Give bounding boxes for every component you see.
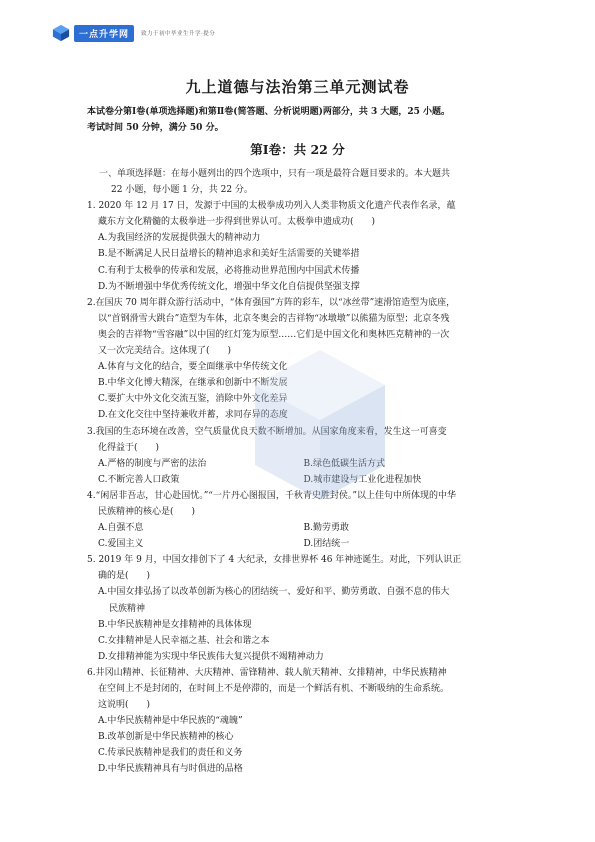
option: A.自强不息 [98,523,144,534]
option: C.爱国主义 [98,539,144,550]
section-instruction: 一、单项选择题：在每小题列出的四个选项中，只有一项是最符合题目要求的。本大题共 22 小题，每小题 1 分，共 22 分。 [99,169,451,196]
option-row [98,520,509,536]
question-list [87,166,509,778]
option: D.中华民族精神具有与时俱进的品格 [98,764,243,775]
option: A.中华民族精神是中华民族的“魂魄” [98,716,243,727]
question-stem: 3.我国的生态环境在改善，空气质量优良天数不断增加。从国家角度来看，发生这一可喜变 化得益于( ) [87,426,447,453]
option: A.体育与文化的结合，要全面继承中华传统文化 [98,362,288,373]
option: D.团结统一 [303,539,350,550]
option-row [98,472,509,488]
option: C.不断完善人口政策 [98,474,180,485]
option: B.中华文化博大精深，在继承和创新中不断发展 [98,378,288,389]
page-title: 九上道德与法治第三单元测试卷 [185,78,410,96]
option: A.严格的制度与严密的法治 [98,458,207,469]
option: C.女排精神是人民幸福之基、社会和谐之本 [98,635,270,646]
option: B.是不断满足人民日益增长的精神追求和美好生活需要的关键举措 [98,249,360,260]
option: D.在文化交往中坚持兼收并蓄，求同存异的态度 [98,410,288,421]
option: C.要扩大中外文化交流互鉴，消除中外文化差异 [98,394,288,405]
option-row [98,456,509,472]
option: A.中国女排弘扬了以改革创新为核心的团结统一、爱好和平、勤劳勇敢、自强不息的伟大 [98,587,450,598]
intro-line-2: 考试时间 50 分钟，满分 50 分。 [87,123,224,133]
intro-line-1: 本试卷分第Ⅰ卷(单项选择题)和第Ⅱ卷(简答题、分析说明题)两部分，共 3 大题，25 小题。 [87,107,451,117]
option: C.有利于太极拳的传承和发展，必将推动世界范围内中国武术传播 [98,265,360,276]
option: B.勤劳勇敢 [303,523,349,534]
option: D.城市建设与工业化进程加快 [303,474,422,485]
section-title: 第Ⅰ卷：共 22 分 [250,142,345,157]
cube-logo-icon [52,24,70,42]
question-stem: 6.井冈山精神、长征精神、大庆精神、雷锋精神、载人航天精神、女排精神，中华民族精神 在空间上不是封闭的，在时间上不是停滞的，而是一个鲜活有机、不断吸纳的生命系统。 这说明( ) [87,667,450,711]
header-logo [52,22,215,44]
option: B.绿色低碳生活方式 [303,458,385,469]
option-row [98,536,509,552]
option-continuation: 民族精神 [109,603,146,614]
option: B.改革创新是中华民族精神的核心 [98,732,234,743]
logo-text: 一点升学网 [74,25,134,42]
slogan: 致力于初中毕业生升学·提分 [141,31,216,37]
question-stem: 5. 2019 年 9 月，中国女排创下了 4 大纪录，女排世界杯 46 年神迹诞生。对此，下列认识正 确的是( ) [87,555,462,582]
question-stem: 2.在国庆 70 周年群众游行活动中，“体育强国”方阵的彩车，以“冰丝带”速滑馆造型为底座， 以“首钢滑雪大跳台”造型为车体，北京冬奥会的吉祥物“冰墩墩”以熊猫为原型；北京冬残 奥会的吉祥物“雪容融”以中国的红灯笼为原型……它们是中国文化和奥林匹克精神的一次 又一次完美结合。这体现了( ) [87,297,456,357]
option: C.传承民族精神是我们的责任和义务 [98,748,243,759]
option: D.为不断增强中华优秀传统文化，增强中华文化自信提供坚强支撑 [98,281,360,292]
option: D.女排精神能为实现中华民族伟大复兴提供不竭精神动力 [98,651,324,662]
question-stem: 4.“闲居非吾志，甘心赴国忧。”“一片丹心图报国，千秋青史胜封侯。”以上佳句中所体现的中华 民族精神的核心是( ) [87,490,456,517]
question-stem: 1. 2020 年 12 月 17 日，发源于中国的太极拳成功列入人类非物质文化遗产代表作名录，蕴 藏东方文化精髓的太极拳进一步得到世界认可。太极拳申遗成功( ) [87,201,456,228]
option: B.中华民族精神是女排精神的具体体现 [98,619,252,630]
option: A.为我国经济的发展提供强大的精神动力 [98,233,261,244]
